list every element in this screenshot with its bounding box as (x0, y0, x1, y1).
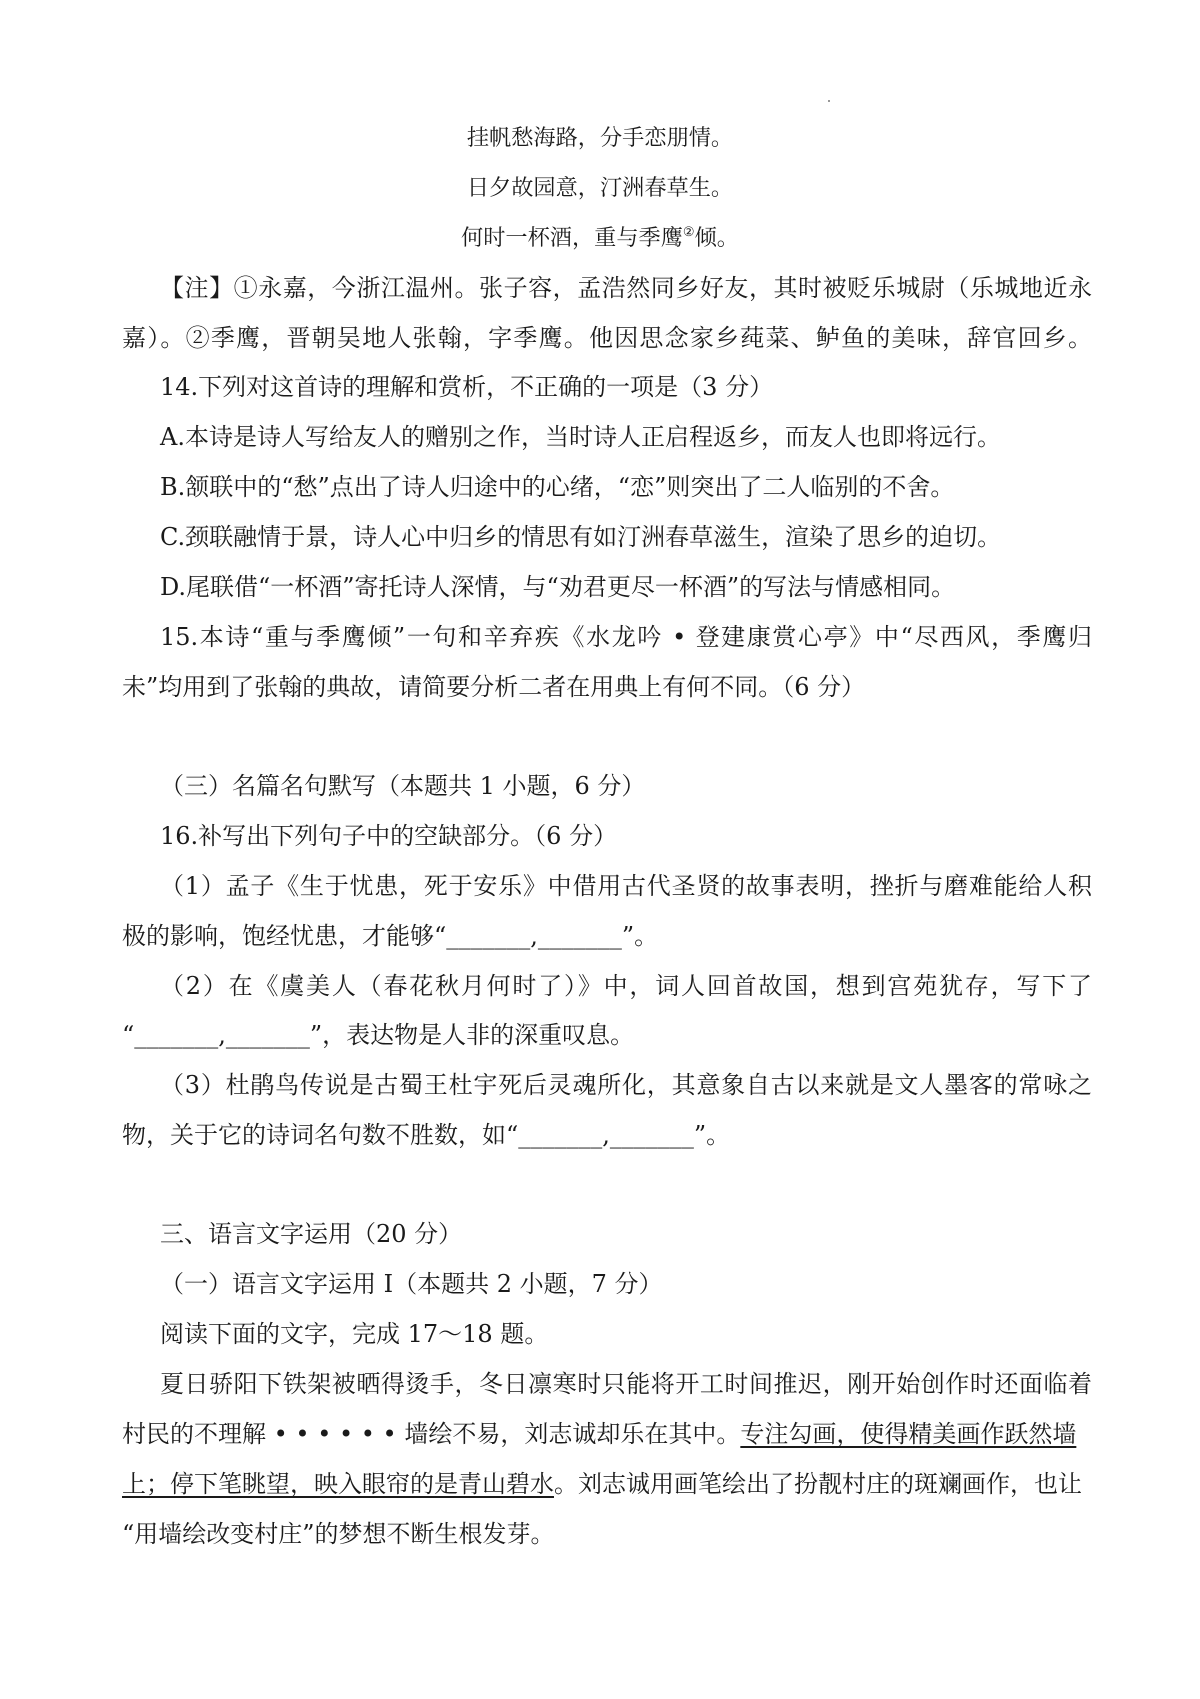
poem-line-3-text: 何时一杯酒，重与季鹰 (461, 225, 683, 251)
passage-line-2 (122, 1418, 1092, 1450)
question-16-part-1-line-1: （1）孟子《生于忧患，死于安乐》中借用古代圣贤的故事表明，挫折与磨难能给人积 (160, 872, 1092, 900)
question-14-stem: 14.下列对这首诗的理解和赏析，不正确的一项是（3 分） (160, 373, 774, 401)
question-16-part-3-line-2: 物，关于它的诗词名句数不胜数，如“_______,_______”。 (122, 1121, 731, 1149)
passage-line-3-text: 。刘志诚用画笔绘出了扮靓村庄的斑斓画作，也让 (554, 1470, 1082, 1498)
stray-mark (828, 100, 830, 102)
part-3-sub-heading: （一）语言文字运用 I（本题共 2 小题，7 分） (160, 1270, 663, 1298)
question-16-part-3-line-1: （3）杜鹃鸟传说是古蜀王杜宇死后灵魂所化，其意象自古以来就是文人墨客的常咏之 (160, 1071, 1092, 1099)
passage-line-3 (122, 1468, 1082, 1500)
question-14-option-c: C.颈联融情于景，诗人心中归乡的情思有如汀洲春草滋生，渲染了思乡的迫切。 (160, 523, 1002, 551)
passage-line-4: “用墙绘改变村庄”的梦想不断生根发芽。 (122, 1520, 555, 1548)
question-14-option-a: A.本诗是诗人写给友人的赠别之作，当时诗人正启程返乡，而友人也即将远行。 (160, 423, 1001, 451)
question-16-stem: 16.补写出下列句子中的空缺部分。（6 分） (160, 822, 618, 850)
poem-line-3 (0, 222, 1200, 254)
question-14-option-d: D.尾联借“一杯酒”寄托诗人深情，与“劝君更尽一杯酒”的写法与情感相同。 (160, 573, 956, 601)
section-3-heading: （三）名篇名句默写（本题共 1 小题，6 分） (160, 772, 646, 800)
passage-line-2-text: 村民的不理解 • • • • • • 墙绘不易，刘志诚却乐在其中。 (122, 1420, 741, 1448)
question-16-part-2-line-2: “_______,_______”，表达物是人非的深重叹息。 (122, 1021, 635, 1049)
reading-instruction: 阅读下面的文字，完成 17～18 题。 (160, 1320, 549, 1348)
note-line-1: 【注】①永嘉，今浙江温州。张子容，孟浩然同乡好友，其时被贬乐城尉（乐城地近永 (160, 274, 1092, 302)
poem-line-1: 挂帆愁海路，分手恋朋情。 (466, 125, 734, 151)
question-15-line-2: 未”均用到了张翰的典故，请简要分析二者在用典上有何不同。（6 分） (122, 673, 866, 701)
poem-line-3-end: 倾。 (694, 225, 739, 251)
question-15-line-1: 15.本诗“重与季鹰倾”一句和辛弃疾《水龙吟 • 登建康赏心亭》中“尽西风，季鹰归 (160, 623, 1092, 651)
question-14-option-b: B.颔联中的“愁”点出了诗人归途中的心绪，“恋”则突出了二人临别的不舍。 (160, 473, 955, 501)
part-3-heading: 三、语言文字运用（20 分） (160, 1220, 463, 1248)
footnote-marker: ② (682, 225, 695, 240)
note-line-2: 嘉）。②季鹰，晋朝吴地人张翰，字季鹰。他因思念家乡莼菜、鲈鱼的美味，辞官回乡。 (122, 324, 1092, 352)
question-16-part-1-line-2: 极的影响，饱经忧患，才能够“_______,_______”。 (122, 922, 659, 950)
underlined-sentence-part-1: 专注勾画，使得精美画作跃然墙 (740, 1420, 1077, 1448)
question-16-part-2-line-1: （2）在《虞美人（春花秋月何时了）》中，词人回首故国，想到宫苑犹存，写下了 (160, 972, 1092, 1000)
underlined-sentence-part-2: 上；停下笔眺望，映入眼帘的是青山碧水 (122, 1470, 554, 1498)
poem-line-2: 日夕故园意，汀洲春草生。 (466, 175, 734, 201)
passage-line-1: 夏日骄阳下铁架被晒得烫手，冬日凛寒时只能将开工时间推迟，刚开始创作时还面临着 (160, 1370, 1092, 1398)
